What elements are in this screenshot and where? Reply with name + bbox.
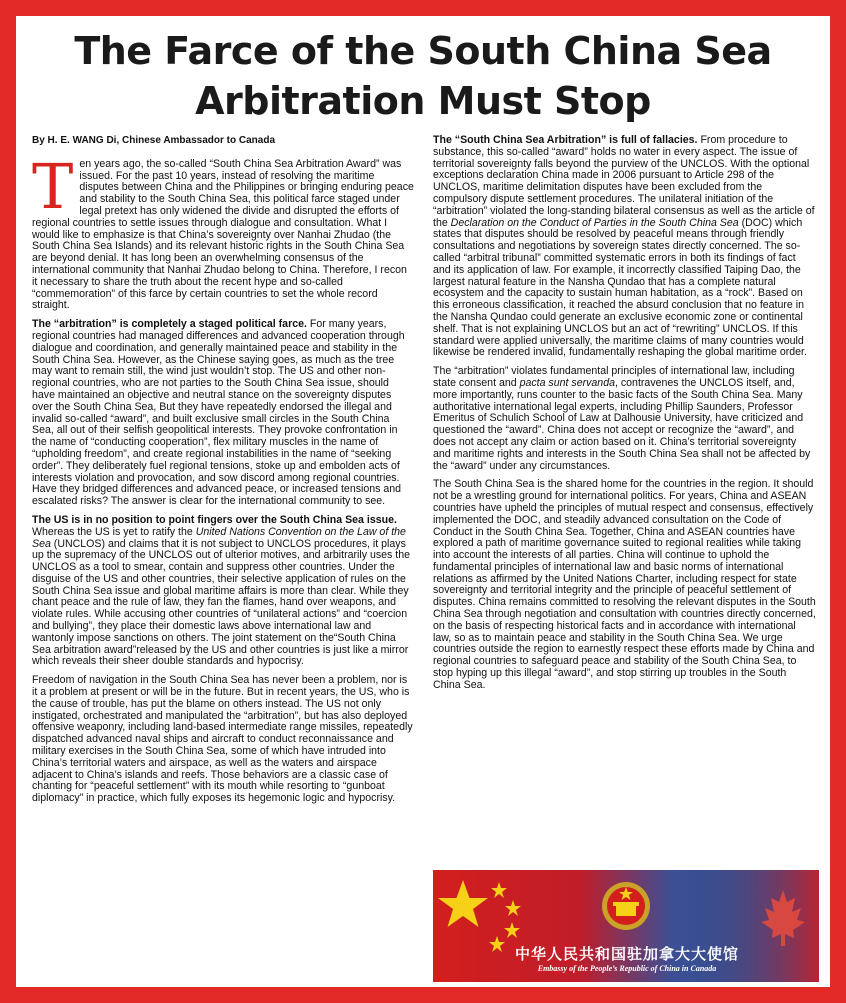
embassy-name-english: Embassy of the People’s Republic of China in Canada <box>537 964 717 973</box>
paragraph-lead: The “arbitration” is completely a staged political farce. <box>32 318 307 331</box>
paragraph-lead: The US is in no position to point fingers over the South China Sea issue. <box>32 513 397 526</box>
paragraph-body: Whereas the US is yet to ratify the <box>32 525 196 538</box>
headline-line-1: The Farce of the South China Sea <box>74 29 772 73</box>
national-emblem-icon <box>602 882 650 930</box>
article-page <box>16 16 830 987</box>
left-column <box>32 135 414 812</box>
embassy-banner-image <box>433 870 819 982</box>
paragraph-fallacies <box>433 135 816 359</box>
paragraph-body: (UNCLOS) and claims that it is not subject to UNCLOS procedures, it plays up the supremacy of the UNCLOS out of ulterior motives, and arbitrarily uses the UNCLOS as a tool to smear, contain and suppress other countries. Under the disguise of the US and other countries, their selective application of rules on the South China Sea issue and global maritime affairs is more than clear. While they chant peace and the rule of law, they fan the flames, hand over weapons, and violate rules. While accusing other countries of “unilateral actions” and “coercion and bullying”, they place their domestic laws above international law and wantonly impose sanctions on others. The joint statement on the“South China Sea arbitration award”released by the US and other countries is just like a mirror which reveals their sheer double standards and hypocrisy. <box>32 537 411 668</box>
unclos-title: United Nations Convention on the Law of the Sea <box>32 525 406 550</box>
intro-text: en years ago, the so-called “South China Sea Arbitration Award” was issued. For the past 10 years, instead of resolving the maritime disputes between China and the Philippines or bringing enduring peace and stability to the South China Sea, this political farce staged under legal pretext has only widened the divide and disrupted the efforts of regional countries to settle issues through dialogue and consultation. What I would like to emphasize is that China’s sovereignty over Nanhai Zhudao (the South China Sea Islands) and its relevant historic rights in the South China Sea are beyond denial. It has long been an overwhelming consensus of the international community that Nanhai Zhudao belong to China. Therefore, I recon it necessary to share the truth about the recent hype and so-called “commemoration” of this farce by certain countries to set the whole record straight. <box>32 157 414 312</box>
byline: By H. E. WANG Di, Chinese Ambassador to Canada <box>32 135 276 146</box>
paragraph-freedom-navigation: Freedom of navigation in the South China Sea has never been a problem, nor is it a problem at present or will be in the future. But in recent years, the US, who is the cause of trouble, has put the blame on others instead. The US not only instigated, orchestrated and manipulated the “arbitration”, but has also deployed offensive weaponry, including land-based intermediate range missiles, repeatedly dispatched advanced naval ships and aircraft to conduct reconnaissance and military exercises in the South China Sea, some of which have intruded into China’s territorial waters and airspace, as well as the waters and airspace adjacent to China’s islands and reefs. Those behaviors are a classic case of chanting for “peaceful settlement” with its mouth while resorting to “gunboat diplomacy” in practice, which fully exposes its hegemonic logic and hypocrisy. <box>32 674 413 805</box>
doc-title: Declaration on the Conduct of Parties in the South China Sea <box>450 216 739 229</box>
paragraph-body: The “arbitration” violates fundamental principles of international law, including state consent and <box>433 365 795 389</box>
paragraph-body: For many years, regional countries had managed differences and advanced cooperation through dialogue and coordination, and generally maintained peace and stability in the South China Sea. However, as the Chinese saying goes, as much as the tree may want to remain still, the wind just wouldn’t stop. The US and other non-regional countries, who are not parties to the South China Sea issue, should have maintained an objective and neutral stance on the sovereignty disputes over the South China Sea, But they have repeatedly endorsed the illegal and invalid so-called “award”, and built exclusive small circles in the South China Sea, all out of their selfish geopolitical interests. They provoke confrontation in the name of “conducting cooperation”, flex military muscles in the name of “upholding freedom”, and create regional instabilities in the name of “seeking order”. They deliberately fuel regional tensions, stoke up and embolden acts of interests violation and provocation, and sow discord among regional countries. Have they bridged differences and advanced peace, or increased tensions and escalated risks? The answer is clear for the international community to see. <box>32 318 405 508</box>
paragraph-lead: The “South China Sea Arbitration” is full of fallacies. <box>433 134 698 146</box>
latin-term: pacta sunt servanda <box>519 376 615 389</box>
paragraph-us-position <box>32 515 414 668</box>
paragraph-staged-farce <box>32 319 414 508</box>
headline-line-2: Arbitration Must Stop <box>195 79 651 123</box>
paragraph-violates-law <box>433 366 816 472</box>
paragraph-shared-home: The South China Sea is the shared home for the countries in the region. It should not be a wrestling ground for international politics. For years, China and ASEAN countries have upheld the principles of mutual respect and consensus, effectively implemented the DOC, and steadily advanced consultation on the Code of Conduct in the South China Sea. Together, China and ASEAN countries have explored a path of maritime governance suited to regional realities while taking into account the interests of all parties. China will continue to uphold the fundamental principles of international law and basic norms of international relations as affirmed by the United Nations Charter, including respect for state sovereignty and territorial integrity and the principle of peaceful settlement of disputes. China remains committed to resolving the relevant disputes in the South China Sea through negotiation and consultation with countries directly concerned, on the basis of respecting historical facts and in accordance with international law, so as to maintain peace and stability in the South China Sea. We urge countries outside the region to earnestly respect these efforts made by China and regional countries to safeguard peace and stability of the South China Sea, to stop hyping up this illegal “award”, and stop stirring up troubles in the South China Sea. <box>433 478 816 691</box>
intro-paragraph <box>32 149 414 312</box>
embassy-name-chinese: 中华人民共和国驻加拿大大使馆 <box>514 945 739 963</box>
headline <box>16 26 830 126</box>
right-column <box>433 135 816 699</box>
paragraph-body: From procedure to substance, this so-called “award” holds no water in every aspect. The issue of territorial sovereignty falls beyond the purview of the UNCLOS. With the optional exceptions declaration China made in 2006 pursuant to Article 298 of the UNCLOS, maritime delimitation disputes have been excluded from the compulsory dispute settlement procedures. The unilateral initiation of the “arbitration” violated the long-standing bilateral consensus as well as the article of the <box>433 134 815 229</box>
drop-cap: T <box>32 149 74 223</box>
paragraph-body: (DOC) which states that disputes should be resolved by peaceful means through friendly consultations and negotiations by sovereign states directly concerned. The so-called “arbitral tribunal” committed systematic errors in both its findings of fact and its application of law. For example, it incorrectly classified Taiping Dao, the largest natural feature in the Nansha Qundao that has a complete natural ecosystem and the capacity to sustain human habitation, as a “rock”. Based on this erroneous classification, it reached the absurd conclusion that no feature in the Nansha Qundao could generate an exclusive economic zone or continental shelf. That is not explaining UNCLOS but an act of “rewriting” UNCLOS. If this standard were applied universally, the maritime claims of many countries would likewise be rendered invalid, fundamentally reshaping the global maritime order. <box>433 216 807 359</box>
paragraph-body: , contravenes the UNCLOS itself, and, more importantly, runs counter to the basic facts of the South China Sea. Many authoritative international legal experts, including Phillip Saunders, Professor Emeritus of Schulich School of Law at Dalhousie University, have criticized and questioned the “award”. China does not accept or recognize the “award”, and does not accept any claim or action based on it. China’s territorial sovereignty and maritime rights and interests in the South China Sea shall not be affected by the “award” under any circumstances. <box>433 376 811 472</box>
